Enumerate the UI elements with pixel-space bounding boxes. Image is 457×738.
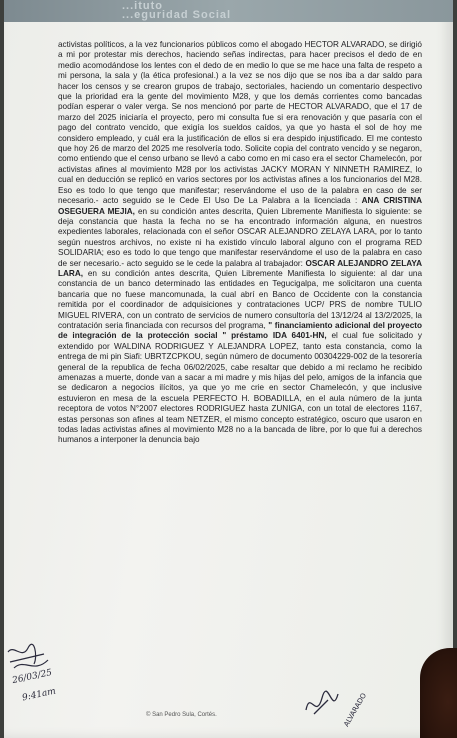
letterhead xyxy=(122,2,342,20)
handwritten-date: 26/03/25 xyxy=(11,667,54,687)
letterhead-line-2: ...eguridad Social xyxy=(122,9,232,21)
thumb-in-frame xyxy=(420,648,457,738)
footer-location: © San Pedro Sula, Cortés. xyxy=(146,712,217,718)
name-ana-cristina: ANA CRISTINA OSEGUERA MEJIA, xyxy=(58,196,422,216)
document-body xyxy=(58,40,422,446)
body-text-3: en su condición antes descrita, Quien Libremente Manifiesta lo siguiente: al dar una constancia de un banco determinado las entidades en Tegucigalpa, me solicitaron una cuenta bancaria que no fuese mancomunada, la cual abrí en Banco de Occidente con la constancia remitida por el coordinador de adquisiciones y contrataciones UCP/ PRS de nombre TULIO MIGUEL RIVERA, con un contrato de servicios de numero consultoría del 13/12/24 al 13/2/2025, la contratación seria financiada con recursos del programa, xyxy=(58,268,423,330)
document-page xyxy=(4,0,453,738)
name-oscar-alejandro: OSCAR ALEJANDRO ZELAYA LARA, xyxy=(58,258,422,278)
body-text-2: en su condición antes descrita, Quien Libremente Manifiesta lo siguiente: se deja constancia que hasta la fecha no se ha encontrado información alguna, en nuestros expedientes laborales, relacionada con el señor OSCAR ALEJANDRO ZELAYA LARA, por lo tanto según nuestros archivos, no existe ni ha existido vínculo laboral alguno con el programa RED SOLIDARIA; eso es todo lo que tengo que manifestar reservándome el uso de la palabra en caso de ser necesario.- acto seguido se le cede la palabra al trabajador: xyxy=(58,206,422,268)
handwritten-time: 9:41am xyxy=(21,686,57,704)
signature-stamp xyxy=(302,680,372,728)
letterhead-line-1: ...ituto xyxy=(122,0,163,12)
stamp-text: ALVARADO xyxy=(342,691,369,728)
body-text-4: el cual fue solicitado y extendido por WALDINA RODRIGUEZ Y ALEJANDRA LOPEZ, tanto esta constancia, como la entrega de mi pin Siafi: UBRTZCPKOU, según número de documento 00304229-002 de la tesorería general de la republica de fecha 06/02/2025, cabe resaltar que debido a mi reclamo he recibido amenazas a muerte, donde van a sacar a mi madre y mis hijas del pelo, amigos de la infancia que se dedicaron a negocios ilícitos, ya que yo me crie en sector Chamelecón, y que inclusive estuvieron en mesa de la escuela PERFECTO H. BOBADILLA, en el aula número de la junta receptora de votos N°2007 electores RODRIGUEZ hasta ZUNIGA, con un total de electores 1167, estas personas son afines al team NETZER, el mismo concepto estratégico, oscuro que usaron en todas ladas activistas afines al movimiento M28 no a la bancada de libre, por lo que fui a derechos humanos a interponer la denuncia bajo xyxy=(58,331,422,445)
body-paragraph xyxy=(58,40,422,446)
body-text-1: activistas políticos, a la vez funcionarios públicos como el abogado HECTOR ALVARADO, se dirigió a mi por protestar mis derechos, haciendo señas indirectas, para hacer precisos el dedo de en medio acomodándose los lentes con el dedo de en medio lo que se me hace una falta de respeto a mi persona, la sala y (la ética profesional.) a la vez se nos dijo que se nos iba a dar saldo para hacer los censos y se crearon grupos de trabajo, sectoriales, haciendo un comentario despectivo que la prioridad era la gente del movimiento M28, y que los demás corrientes como bancadas podían esperar o valer verga. Se nos mencionó por parte de HECTOR ALVARADO, que el 17 de marzo del 2025 iniciaría el proyecto, pero mi consulta fue si era renovación y que pasaría con el pago del contrato vencido, que exigía los sueldos caídos, ya que yo hasta el sol de hoy me considero empleado, y cuál era la justificación de ellos si era despido injustificado. El me contesto que hoy 26 de marzo del 2025 me resolvería todo. Solicite copia del contrato vencido y se negaron, como entiendo que el censo urbano se llevó a cabo como en mi caso era el sector Chamelecón, por activistas afines al movimiento M28 por los activistas JACKY MORAN Y NINNETH RAMIREZ, lo cual en deducción se replicó en varios sectores por los activistas afines a los funcionarios del M28. Eso es todo lo que tengo que manifestar; reservándome el uso de la palabra en caso de ser necesario.- acto seguido se le Cede El Uso De La Palabra a la licenciada : xyxy=(58,40,422,206)
financing-program-title: " financiamiento adicional del proyecto de integración de la protección social " préstamo IDA 6401-HN, xyxy=(58,320,423,341)
